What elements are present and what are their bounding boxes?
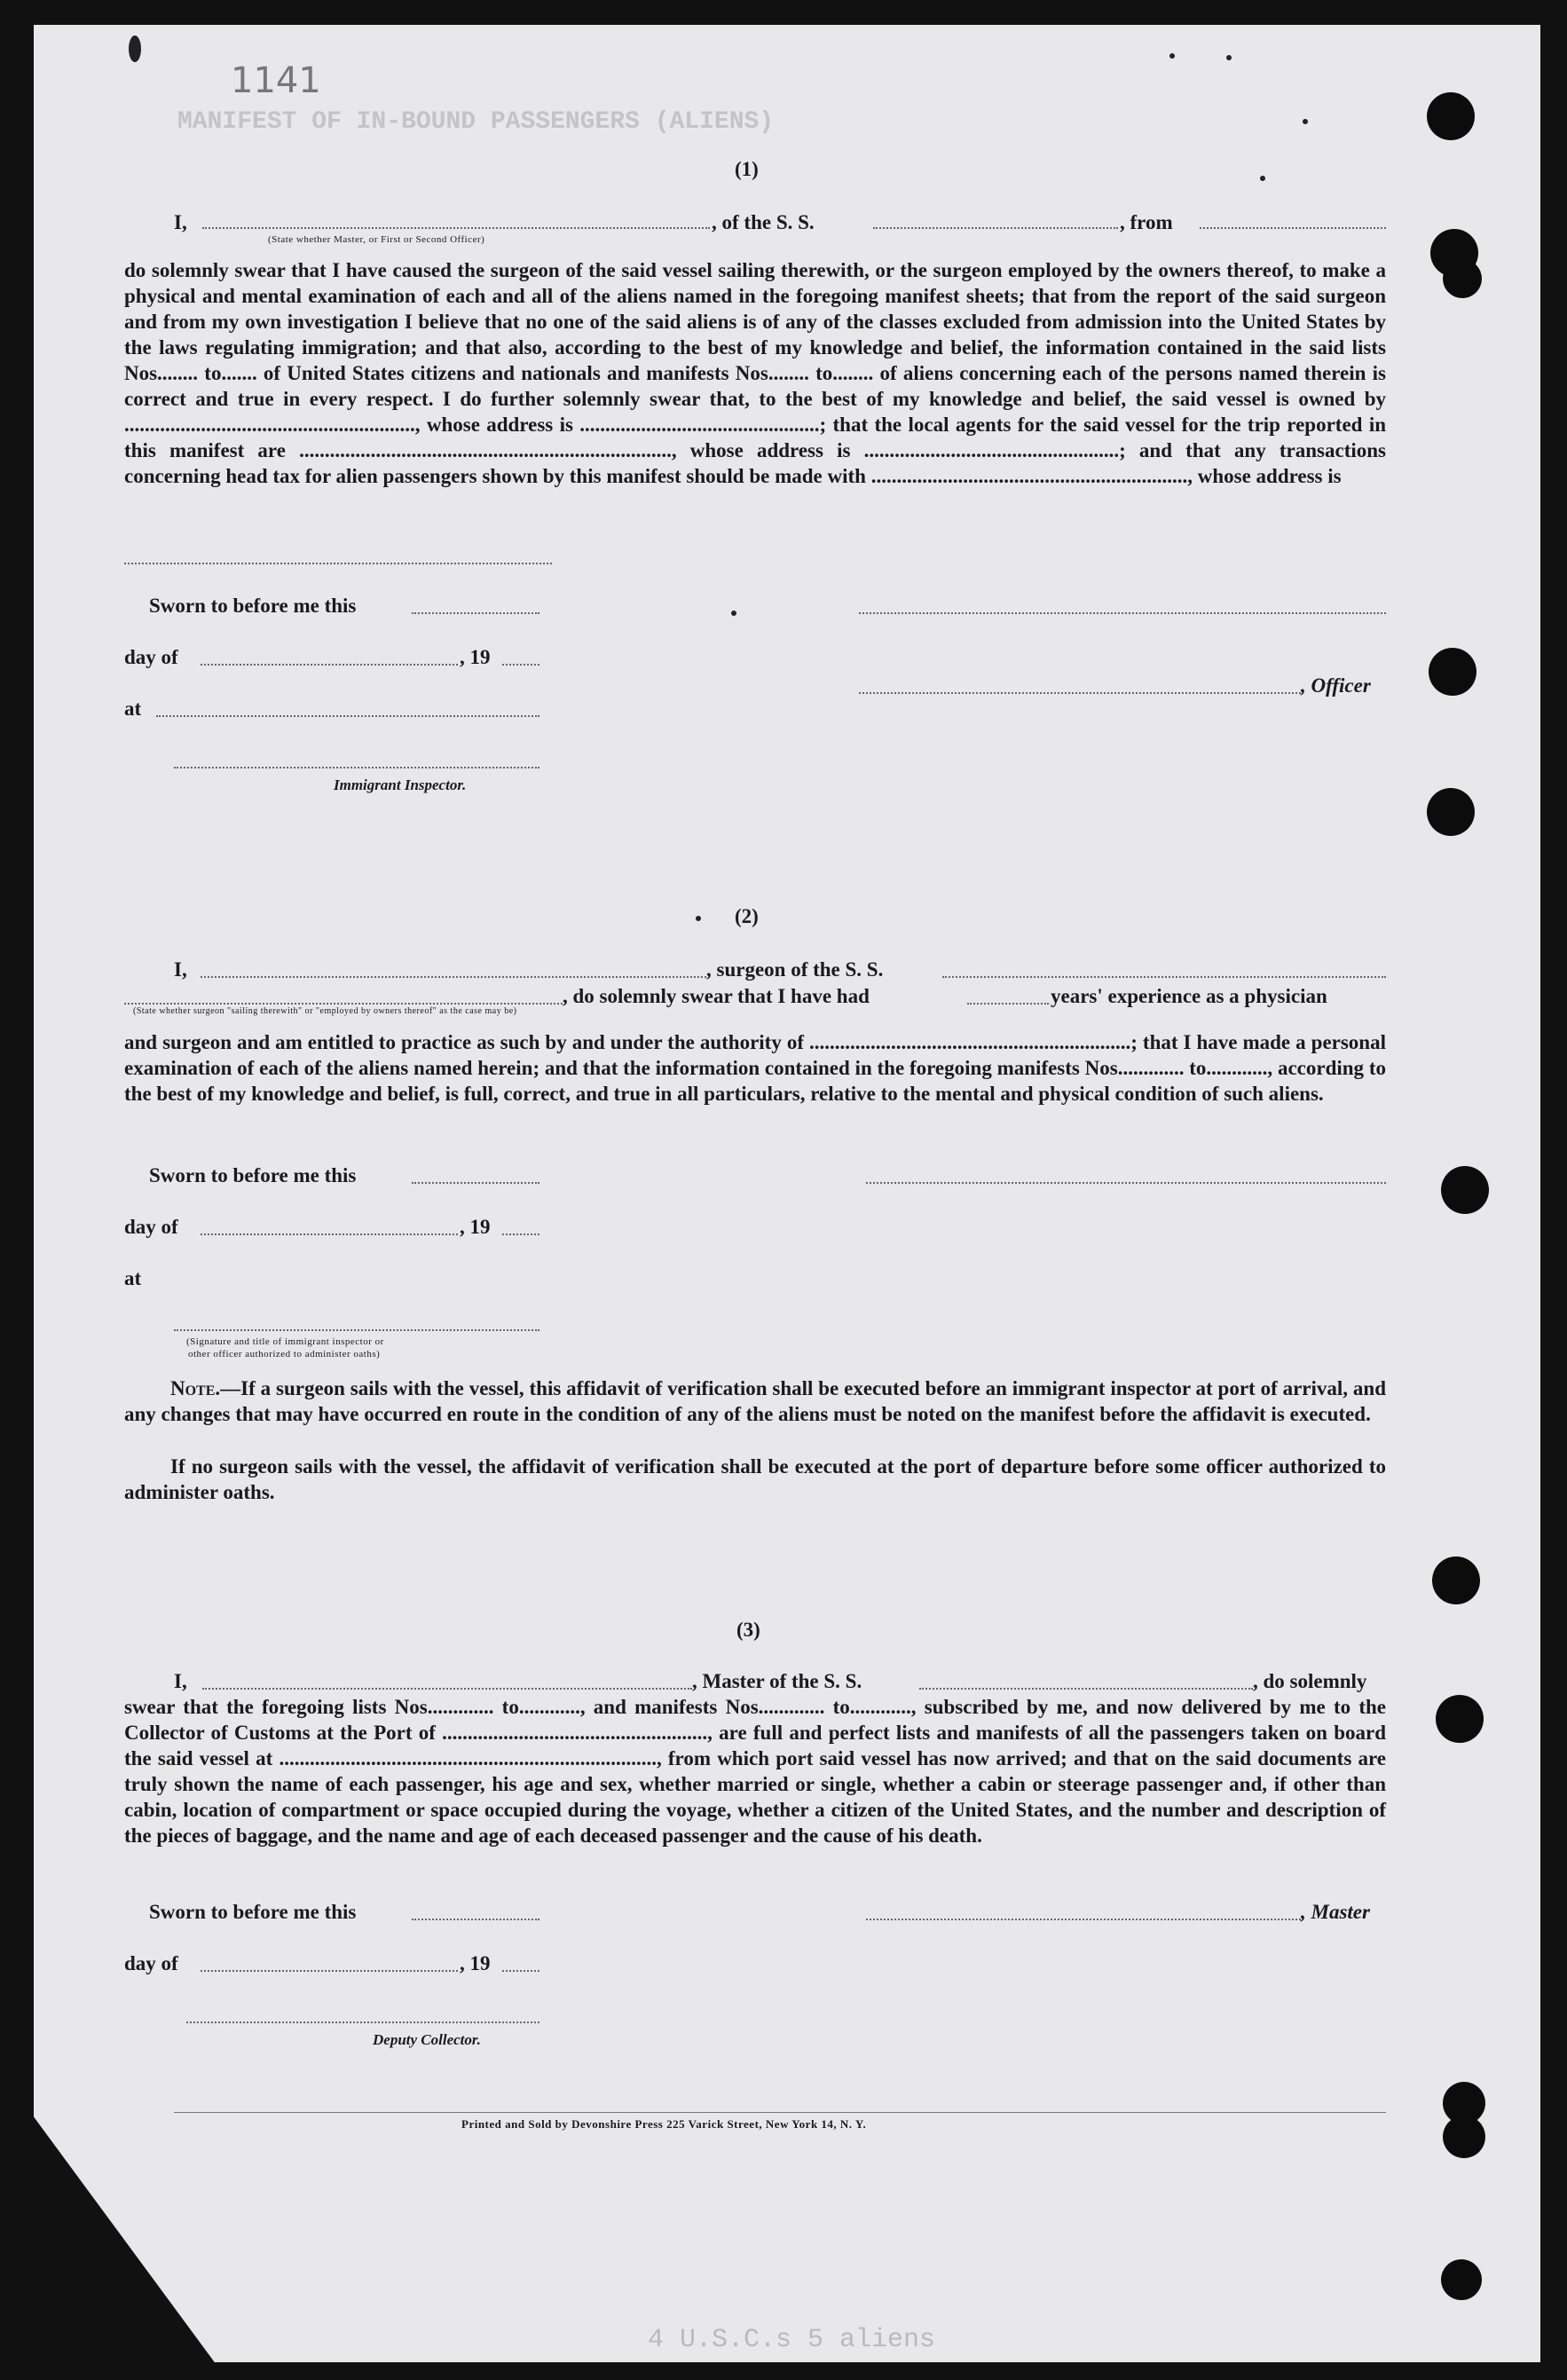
- inspector-label: Immigrant Inspector.: [334, 776, 467, 793]
- day-of-blank-3: [201, 1970, 458, 1972]
- year-label: , 19: [460, 646, 491, 668]
- officer-blank: [859, 692, 1301, 694]
- section-2-paragraph: and surgeon and am entitled to practice as such by and under the authority of ...............................................................; that I have made a personal examination of each of the aliens named herein; and that the information contained in the foregoing manifests Nos............. to............, according to the best of my knowledge and belief, is full, correct, and true in all particulars, relative to the mental and physical condition of such aliens.: [124, 1031, 1386, 1105]
- sworn-blank-3: [412, 1919, 539, 1920]
- ink-speck: [1303, 119, 1308, 124]
- surgeon-signature-blank: [866, 1182, 1386, 1184]
- note-label: Note.: [170, 1377, 221, 1399]
- ship-name-blank: [873, 227, 1118, 229]
- punch-hole: [1429, 648, 1476, 696]
- punch-hole: [1443, 259, 1482, 298]
- do-solemnly-label-3: , do solemnly: [1253, 1670, 1367, 1692]
- master-of-label: , Master of the S. S.: [692, 1670, 862, 1692]
- year-blank-3: [502, 1970, 539, 1972]
- section-1-paragraph: do solemnly swear that I have caused the surgeon of the said vessel sailing therewith, or the surgeon employed by the owners thereof, to make a physical and mental examination of each and all of the aliens named in the foregoing manifest sheets; that from the report of the said surgeon and from my own investigation I believe that no one of the said aliens is of any of the classes excluded from admission into the United States by the laws regulating immigration; and that also, according to the best of my knowledge and belief, the information contained in the said lists Nos........ to....... of United States citizens and nationals and manifests Nos........ to........ of aliens concerning each of the persons named therein is correct and true in every respect. I do further solemnly swear that, to the best of my knowledge and belief, the said vessel is owned by ........................................................., whose address is ...............................................; that the local agents for the said vessel for the trip reported in this manifest are ........................................................................., whose address is ..................................................; and that any transactions concerning head tax for alien passengers shown by this manifest should be made with .............................................................., whose address is: [124, 259, 1386, 487]
- ink-speck: [1169, 53, 1175, 59]
- sworn-blank-2: [412, 1182, 539, 1184]
- section-3-i: I,: [174, 1670, 187, 1692]
- section-1-number: (1): [735, 158, 759, 180]
- punch-hole: [1432, 1556, 1480, 1604]
- year-label-2: , 19: [460, 1216, 491, 1238]
- master-ship-blank: [919, 1688, 1253, 1690]
- faint-header: MANIFEST OF IN-BOUND PASSENGERS (ALIENS): [177, 108, 775, 136]
- punch-hole: [1441, 1166, 1489, 1214]
- section-2-i: I,: [174, 958, 187, 981]
- section-3-number: (3): [736, 1619, 760, 1641]
- surgeon-of-label: , surgeon of the S. S.: [706, 958, 884, 981]
- at-label: at: [124, 697, 142, 720]
- surgeon-ship-blank: [942, 976, 1386, 978]
- sig-note-1: (Signature and title of immigrant inspector or: [186, 1336, 384, 1347]
- printer-line: Printed and Sold by Devonshire Press 225 Varick Street, New York 14, N. Y.: [461, 2117, 867, 2131]
- surgeon-type-blank: [124, 1003, 563, 1005]
- at-blank: [156, 715, 539, 717]
- day-of-label-3: day of: [124, 1952, 178, 1974]
- from-blank: [1200, 227, 1386, 229]
- collector-signature-blank: [186, 2021, 539, 2023]
- at-label-2: at: [124, 1267, 142, 1289]
- handwritten-number: 1141: [231, 60, 321, 101]
- do-solemnly-label: , do solemnly swear that I have had: [563, 985, 870, 1007]
- day-of-label-2: day of: [124, 1216, 178, 1238]
- punch-hole: [1441, 2259, 1482, 2300]
- master-name-blank: [202, 1688, 692, 1690]
- ink-speck: [696, 916, 701, 921]
- sworn-label-2: Sworn to before me this: [149, 1164, 357, 1186]
- officer-signature-blank: [859, 612, 1386, 614]
- master-label: , Master: [1301, 1901, 1370, 1923]
- note-text: —If a surgeon sails with the vessel, this affidavit of verification shall be executed before an immigrant inspector at port of arrival, and any changes that may have occurred en route in the condition of any of the aliens must be noted on the manifest before the affidavit is executed.: [124, 1377, 1386, 1425]
- note-paragraph: [124, 1375, 1386, 1427]
- years-label: years' experience as a physician: [1051, 985, 1327, 1007]
- section-2-number: (2): [735, 905, 759, 927]
- master-signature-blank: [866, 1919, 1301, 1920]
- section-3-paragraph: swear that the foregoing lists Nos............. to............, and manifests Nos............. to............, subscribed by me, and now delivered by me to the Collector of Customs at the Port of ...................................................., are full and perfect lists and manifests of all the passengers taken on board the said vessel at .........................................................................., from which port said vessel has now arrived; and that on the said documents are truly shown the name of each passenger, his age and sex, whether married or single, whether a cabin or steerage passenger and, if other than cabin, location of compartment or space occupied during the voyage, whether a citizen of the United States, and the number and description of the pieces of baggage, and the name and age of each deceased passenger and the cause of his death.: [124, 1696, 1386, 1847]
- section-1-i: I,: [174, 211, 187, 233]
- sworn-label: Sworn to before me this: [149, 595, 357, 617]
- inspector-signature-blank-2: [174, 1329, 539, 1331]
- of-ss-label: , of the S. S.: [712, 211, 815, 233]
- surgeon-state-note: (State whether surgeon "sailing therewith" or "employed by owners thereof" as the case may be): [133, 1006, 517, 1016]
- from-label: , from: [1120, 211, 1173, 233]
- sworn-label-3: Sworn to before me this: [149, 1901, 357, 1923]
- day-of-blank: [201, 664, 458, 666]
- year-blank-2: [502, 1233, 539, 1235]
- sworn-blank: [412, 612, 539, 614]
- year-label-3: , 19: [460, 1952, 491, 1974]
- officer-label: , Officer: [1301, 674, 1371, 697]
- officer-note: (State whether Master, or First or Second Officer): [268, 234, 485, 245]
- punch-hole: [1427, 92, 1475, 140]
- ink-speck: [1260, 176, 1265, 181]
- day-of-blank-2: [201, 1233, 458, 1235]
- deputy-collector-label: Deputy Collector.: [373, 2031, 481, 2048]
- ink-speck: [1226, 55, 1232, 60]
- day-of-label: day of: [124, 646, 178, 668]
- sig-note-2: other officer authorized to administer oaths): [188, 1349, 381, 1359]
- punch-hole: [1427, 788, 1475, 836]
- footer-rule: [174, 2112, 1386, 2113]
- years-blank: [967, 1003, 1049, 1005]
- note-2-paragraph: If no surgeon sails with the vessel, the affidavit of verification shall be executed at the port of departure before some officer authorized to administer oaths.: [124, 1455, 1386, 1503]
- officer-rank-blank: [202, 227, 710, 229]
- ink-speck: [129, 35, 141, 62]
- punch-hole: [1443, 2116, 1485, 2158]
- year-blank: [502, 664, 539, 666]
- whose-address-continued-blank: [124, 563, 552, 564]
- surgeon-name-blank: [201, 976, 706, 978]
- punch-hole: [1436, 1695, 1484, 1743]
- inspector-signature-blank: [174, 767, 539, 768]
- bottom-stamp: 4 U.S.C.s 5 aliens: [648, 2325, 936, 2355]
- ink-speck: [731, 611, 736, 616]
